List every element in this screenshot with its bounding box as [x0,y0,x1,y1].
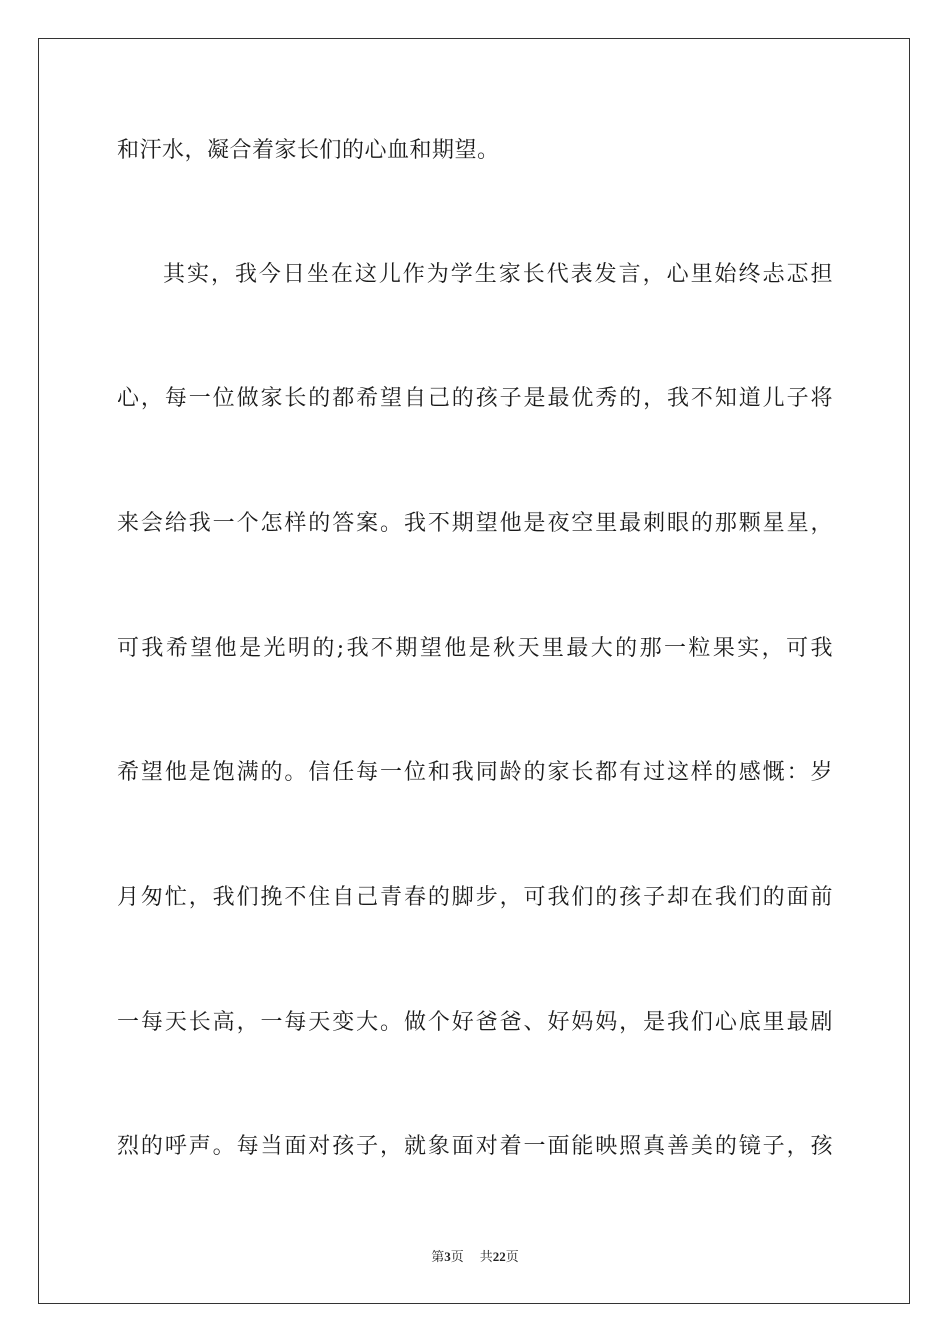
page-suffix: 页 [450,1250,464,1265]
paragraph-line-8: 一每天长高，一每天变大。做个好爸爸、好妈妈，是我们心底里最剧 [117,1010,833,1035]
total-pages: 22 [492,1249,506,1264]
paragraph-line-7: 月匆忙，我们挽不住自己青春的脚步，可我们的孩子却在我们的面前 [117,885,833,910]
paragraph-line-1: 和汗水，凝合着家长们的心血和期望。 [117,138,500,163]
paragraph-line-6: 希望他是饱满的。信任每一位和我同龄的家长都有过这样的感慨：岁 [117,760,833,785]
page-number: 3 [444,1249,451,1264]
paragraph-line-3: 心，每一位做家长的都希望自己的孩子是最优秀的，我不知道儿子将 [117,386,833,411]
paragraph-line-2: 其实，我今日坐在这儿作为学生家长代表发言，心里始终忐忑担 [163,262,833,287]
total-suffix: 页 [505,1250,519,1265]
paragraph-line-5: 可我希望他是光明的;我不期望他是秋天里最大的那一粒果实，可我 [117,636,833,661]
page-border [38,38,910,1304]
paragraph-line-4: 来会给我一个怎样的答案。我不期望他是夜空里最刺眼的那颗星星， [117,511,833,536]
page-footer [0,1248,950,1267]
page-prefix: 第 [431,1250,445,1265]
paragraph-line-9: 烈的呼声。每当面对孩子，就象面对着一面能映照真善美的镜子，孩 [117,1134,833,1159]
total-prefix: 共 [479,1250,493,1265]
